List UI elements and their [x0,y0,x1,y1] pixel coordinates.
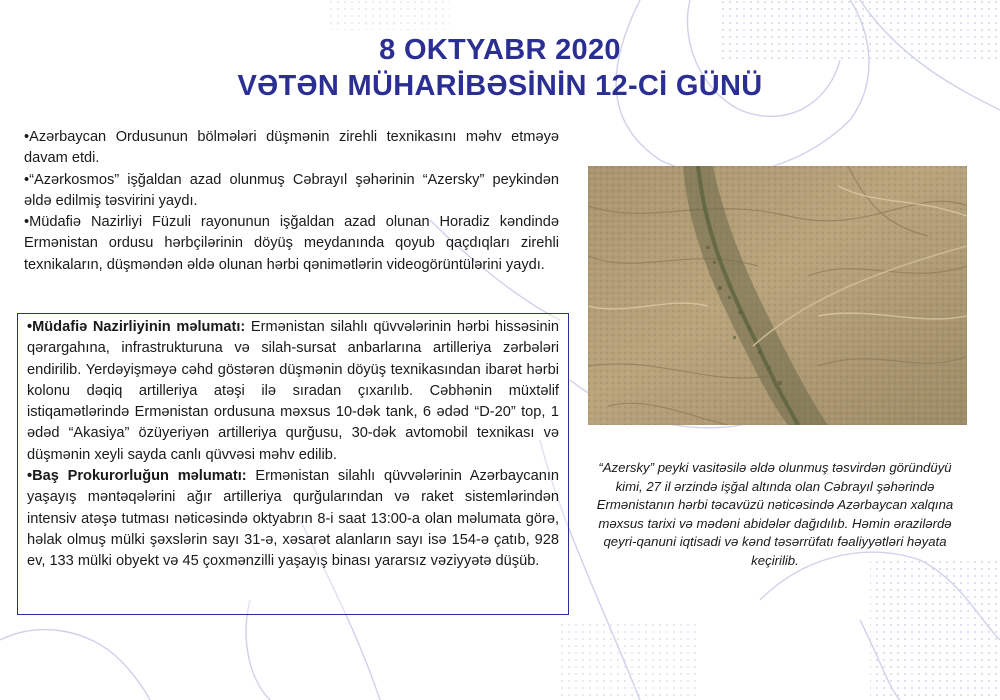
info-box [17,313,569,615]
defense-ministry-label: •Müdafiə Nazirliyinin məlumatı: [27,319,246,335]
intro-bullets [24,127,559,276]
image-caption: “Azersky” peyki vasitəsilə əldə olunmuş təsvirdən göründüyü kimi, 27 il ərzində işğal altında olan Cəbrayıl şəhərində Ermənistanın hərbi təcavüzü nəticəsində Azərbaycan xalqına məxsus tarixi və mədəni abidələr dağıdılıb. Həmin ərazilərdə qeyri-qanuni iqtisadi və kənd təsərrüfatı fəaliyyətləri həyata keçirilib. [596,460,954,568]
defense-ministry-paragraph [27,317,559,466]
intro-bullet: •Müdafiə Nazirliyi Füzuli rayonunun işğaldan azad olunan Horadiz kəndində Ermənistan ordusu hərbçilərinin döyüş meydanında qoyub qaçdıqları zirehli texnikaların, düşməndən əldə olunan hərbi qənimətlərin videogörüntülərini yaydı. [24,214,559,273]
prosecutor-label: •Baş Prokurorluğun məlumatı: [27,468,247,485]
prosecutor-paragraph [27,466,559,572]
title-date: 8 OKTYABR 2020 [379,34,621,66]
page-title [0,32,1000,104]
defense-ministry-text: Ermənistan silahlı qüvvələrinin hərbi hissəsinin qərargahına, infrastrukturuna və silah-sursat anbarlarına artilleriya zərbələri endirilib. Yerdəyişməyə cəhd göstərən düşmənin döyüş texnikasından ibarət hərbi kolonu dəqiq artilleriya atəşi ilə sıradan çıxarılıb. Cəbhənin müxtəlif istiqamətlərində Ermənistan ordusuna məxsus 10-dək tank, 6 ədəd “D-20” top, 1 ədəd “Akasiya” özüyeriyən artilleriya qurğusu, 30-dək avtomobil texnikası və düşmənin xeyli sayda canlı qüvvəsi məhv edilib. [27,319,559,463]
prosecutor-text: Ermənistan silahlı qüvvələrinin Azərbaycanın yaşayış məntəqələrini ağır artilleriya qurğularından və raket sistemlərindən intensiv atəşə tutması nəticəsində oktyabrın 8-i saat 13:00-a olan məlumata görə, həlak olmuş mülki şəxslərin sayı 31-ə, xəsarət alanların sayı isə 154-ə çatıb, 928 ev, 133 mülki obyekt və 45 çoxmənzilli yaşayış binası yararsız vəziyyətə düşüb. [27,468,559,570]
title-subtitle: VƏTƏN MÜHARİBƏSİNİN 12-Cİ GÜNÜ [237,70,763,102]
intro-bullet: •Azərbaycan Ordusunun bölmələri düşmənin zirehli texnikasını məhv etməyə davam etdi. [24,129,559,167]
satellite-image [588,166,967,425]
intro-bullet: •“Azərkosmos” işğaldan azad olunmuş Cəbrayıl şəhərinin “Azersky” peykindən əldə edilmiş təsvirini yaydı. [24,171,559,209]
